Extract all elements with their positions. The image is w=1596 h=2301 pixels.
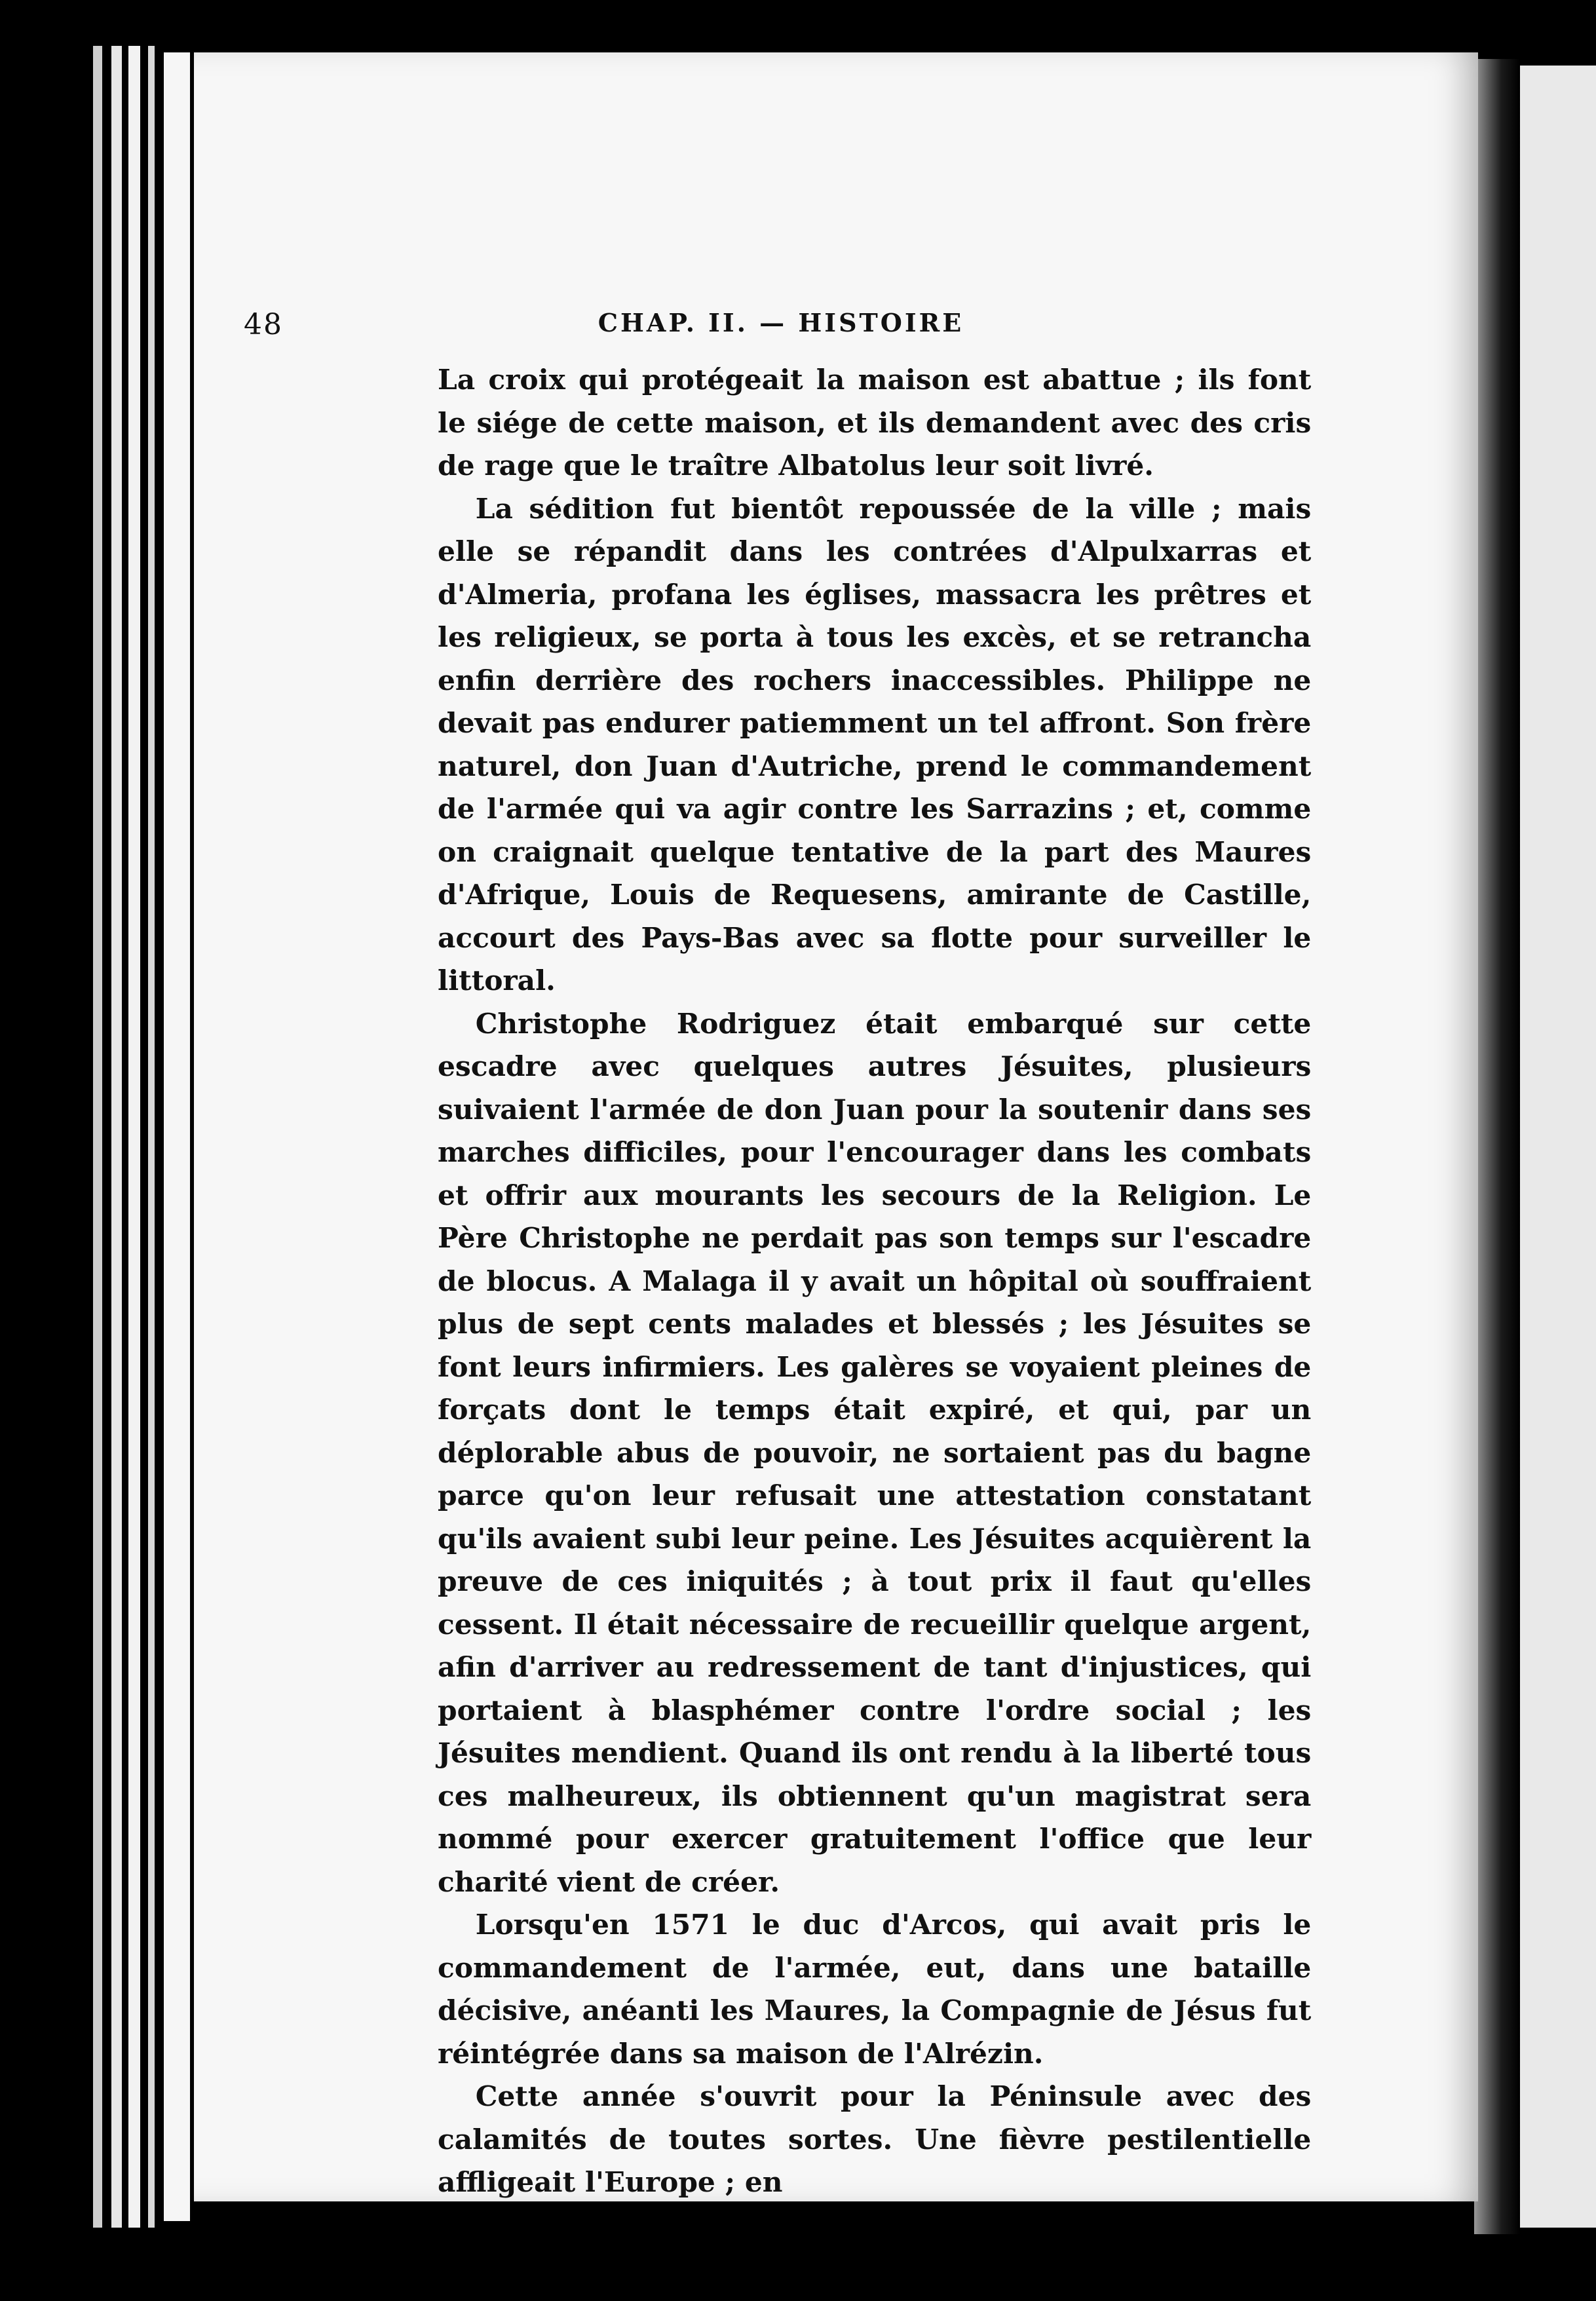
body-text — [438, 359, 1311, 2205]
paragraph: La sédition fut bientôt repoussée de la ville ; mais elle se répandit dans les contrées d'Alpulxarras et d'Almeria, profana les églises, massacra les prêtres et les religieux, se porta à tous les excès, et se retrancha enfin derrière des rochers inaccessibles. Philippe ne devait pas endurer patiemment un tel affront. Son frère naturel, don Juan d'Autriche, prend le commandement de l'armée qui va agir contre les Sarrazins ; et, comme on craignait quelque tentative de la part des Maures d'Afrique, Louis de Requesens, amirante de Castille, accourt des Pays-Bas avec sa flotte pour surveiller le littoral. — [438, 492, 1312, 997]
facing-page-edge — [1520, 66, 1596, 2228]
running-head: CHAP. II. — HISTOIRE — [598, 308, 964, 337]
binding-edge — [148, 46, 155, 2228]
page-number: 48 — [244, 308, 283, 341]
binding-edge — [111, 46, 122, 2228]
binding-edge — [93, 46, 102, 2228]
paragraph: Christophe Rodriguez était embarqué sur cette escadre avec quelques autres Jésuites, plusieurs suivaient l'armée de don Juan pour la soutenir dans ses marches difficiles, pour l'encourager dans les combats et offrir aux mourants les secours de la Religion. Le Père Christophe ne perdait pas son temps sur l'escadre de blocus. A Malaga il y avait un hôpital où souffraient plus de sept cents malades et blessés ; les Jésuites se font leurs infirmiers. Les galères se voyaient pleines de forçats dont le temps était expiré, et qui, par un déplorable abus de pouvoir, ne sortaient pas du bagne parce qu'on leur refusait une attestation constatant qu'ils avaient subi leur peine. Les Jésuites acquièrent la preuve de ces iniquités ; à tout prix il faut qu'elles cessent. Il était nécessaire de recueillir quelque argent, afin d'arriver au redressement de tant d'injustices, qui portaient à blasphémer contre l'ordre social ; les Jésuites mendient. Quand ils ont rendu à la liberté tous ces malheureux, ils obtiennent qu'un magistrat sera nommé pour exercer gratuitement l'office que leur charité vient de créer. — [438, 1007, 1312, 1899]
paragraph: Cette année s'ouvrit pour la Péninsule avec des calamités de toutes sortes. Une fièvre pestilentielle affligeait l'Europe ; en — [438, 2080, 1312, 2199]
binding-edge — [164, 52, 190, 2221]
gutter-shadow — [1474, 59, 1520, 2234]
paragraph: La croix qui protégeait la maison est abattue ; ils font le siége de cette maison, et ils demandent avec des cris de rage que le traître Albatolus leur soit livré. — [438, 364, 1312, 482]
binding-edge — [128, 46, 140, 2228]
paragraph: Lorsqu'en 1571 le duc d'Arcos, qui avait pris le commandement de l'armée, eut, dans une bataille décisive, anéanti les Maures, la Compagnie de Jésus fut réintégrée dans sa maison de l'Alrézin. — [438, 1909, 1312, 2070]
page-header — [244, 308, 1318, 347]
